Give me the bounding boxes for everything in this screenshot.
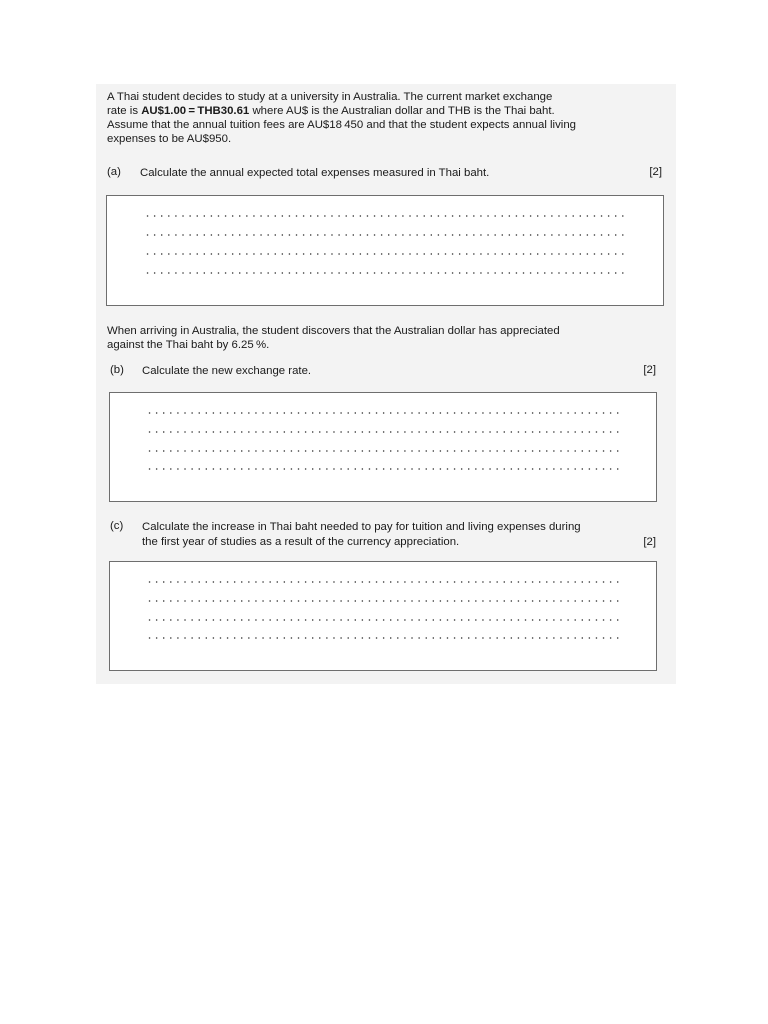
question-c-marks: [2] <box>643 536 656 548</box>
intro-line-2 <box>107 105 555 119</box>
question-c-text-line-1: Calculate the increase in Thai baht needed to pay for tuition and living expenses during <box>142 521 581 533</box>
answer-box-c[interactable] <box>109 561 657 671</box>
answer-line[interactable] <box>144 272 627 274</box>
answer-line[interactable] <box>146 431 623 433</box>
answer-line[interactable] <box>146 637 623 639</box>
middle-line-1: When arriving in Australia, the student discovers that the Australian dollar has appreciated <box>107 325 560 337</box>
answer-box-b[interactable] <box>109 392 657 502</box>
question-b-marks: [2] <box>643 364 656 376</box>
question-c-label: (c) <box>110 520 124 532</box>
question-b-label: (b) <box>110 364 124 376</box>
answer-line[interactable] <box>146 619 623 621</box>
answer-line[interactable] <box>146 581 623 583</box>
intro-line-4: expenses to be AU$950. <box>107 133 232 145</box>
answer-line[interactable] <box>146 600 623 602</box>
intro-line-2-prefix: rate is <box>107 105 142 117</box>
intro-line-2-suffix: where AU$ is the Australian dollar and THB is the Thai baht. <box>249 105 555 117</box>
answer-line[interactable] <box>146 468 623 470</box>
question-a-label: (a) <box>107 166 121 178</box>
intro-line-3: Assume that the annual tuition fees are AU$18 450 and that the student expects annual living <box>107 119 576 131</box>
answer-line[interactable] <box>144 234 627 236</box>
question-a-marks: [2] <box>649 166 662 178</box>
question-a-text: Calculate the annual expected total expenses measured in Thai baht. <box>140 167 490 179</box>
answer-box-a[interactable] <box>106 195 664 306</box>
answer-line[interactable] <box>144 253 627 255</box>
question-c-text-line-2: the first year of studies as a result of the currency appreciation. <box>142 536 460 548</box>
middle-line-2: against the Thai baht by 6.25 %. <box>107 339 270 351</box>
answer-line[interactable] <box>146 450 623 452</box>
answer-line[interactable] <box>146 412 623 414</box>
answer-line[interactable] <box>144 215 627 217</box>
question-b-text: Calculate the new exchange rate. <box>142 365 312 377</box>
intro-line-1: A Thai student decides to study at a university in Australia. The current market exchange <box>107 91 553 103</box>
exchange-rate-bold: AU$1.00 = THB30.61 <box>141 105 250 117</box>
